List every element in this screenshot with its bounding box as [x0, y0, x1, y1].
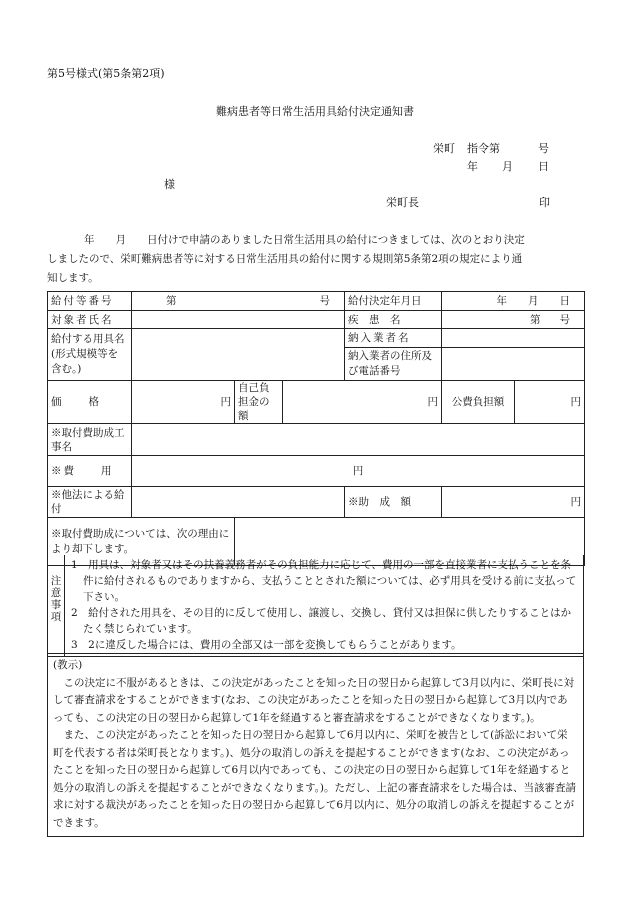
recipient-suffix: 様	[164, 178, 175, 191]
other-law-benefit-field	[132, 487, 345, 518]
date-month: 月	[502, 160, 513, 173]
grant-number-prefix: 第	[166, 295, 177, 307]
intro-line-3: 知します。	[47, 272, 99, 284]
device-name-field	[132, 329, 345, 381]
recipient-name-field	[132, 311, 345, 329]
intro-line-1: 年 月 日付けで申請のありました日常生活用具の給付につきましては、次のとおり決定	[84, 234, 525, 246]
label-disease: 疾 患 名	[345, 311, 442, 329]
label-self-payment: 自己負担金の額	[235, 381, 283, 424]
ref-office: 栄町	[433, 142, 455, 155]
note-item-1: 1 用具は、対象者又はその扶養義務者がその負担能力に応じて、費用の一部を直接業者に支払うことを条件に給付されるものでありますから、支払うこととされた額については、必ず用具を受ける前に支払って下さい。	[71, 559, 577, 603]
ref-number-prefix: 指令第	[467, 142, 500, 155]
date-year: 年	[467, 160, 478, 173]
label-rejection-reason: ※取付費助成については、次の理由により却下します。	[48, 518, 235, 566]
cost-yen: 円	[132, 456, 585, 487]
date-day: 日	[538, 160, 549, 173]
price-yen: 円	[132, 381, 235, 424]
vendor-name-field	[442, 329, 585, 348]
notes-side-label: 注意事項	[48, 555, 65, 656]
note-item-2: 2 給付された用具を、その目的に反して使用し、譲渡し、交換し、貸付又は担保に供したりすることはかたく禁じられています。	[71, 607, 572, 635]
instruction-paragraph-2: また、この決定があったことを知った日の翌日から起算して6月以内に、栄町を被告として(訴訟において栄町を代表する者は栄町長となります。)、処分の取消しの訴えを提起することができます(なお、この決定があったことを知った日の翌日から起算して6月以内であっても、この決定の日の翌日から起算して1年を経過すると処分の取消しの訴えを提起することができなくなります。)。ただし、上記の審査請求をした場合は、当該審査請求に対する裁決があったことを知った日の翌日から起算して6月以内に、処分の取消しの訴えを提起することができます。	[53, 729, 577, 829]
disease-number-suffix: 号	[559, 313, 571, 326]
seal-mark: 印	[539, 196, 550, 209]
issuer: 栄町長	[386, 196, 419, 209]
ref-number-suffix: 号	[538, 142, 549, 155]
instruction-paragraph-1: この決定に不服があるときは、この決定があったことを知った日の翌日から起算して3月以内に、栄町長に対して審査請求をすることができます(なお、この決定があったことを知った日の翌日から起算して3月以内であっても、この決定の日の翌日から起算して1年を経過すると審査請求をすることができなくなります。)。	[53, 676, 575, 724]
notes-section	[47, 555, 584, 657]
disease-number-prefix: 第	[530, 313, 541, 326]
label-recipient-name: 対象者氏名	[48, 311, 132, 329]
label-public-payment: 公費負担額	[442, 381, 515, 424]
installation-work-field	[132, 424, 585, 456]
label-installation-work: ※取付費助成工事名	[48, 424, 132, 456]
label-price: 価 格	[48, 381, 132, 424]
label-vendor-name: 納入業者名	[345, 329, 442, 348]
subsidy-amount-yen: 円	[442, 487, 585, 518]
label-subsidy-amount: ※助 成 額	[345, 487, 442, 518]
label-grant-number: 給付等番号	[48, 292, 132, 311]
label-cost: ※費 用	[48, 456, 132, 487]
intro-line-2: しましたので、栄町難病患者等に対する日常生活用具の給付に関する規則第5条第2項の規定により通	[47, 253, 523, 265]
disease-number-field	[442, 311, 585, 329]
decision-date-value: 年 月 日	[442, 292, 585, 311]
document-title: 難病患者等日常生活用具給付決定通知書	[216, 105, 414, 118]
label-other-law-benefit: ※他法による給付	[48, 487, 132, 518]
notes-body	[65, 555, 583, 656]
self-payment-yen: 円	[283, 381, 442, 424]
instruction-box	[47, 653, 584, 837]
vendor-address-field	[442, 348, 585, 381]
grant-number-suffix: 号	[319, 295, 331, 307]
public-payment-yen: 円	[515, 381, 585, 424]
label-decision-date: 給付決定年月日	[345, 292, 442, 311]
grant-number-field	[132, 292, 345, 311]
instruction-heading: (教示)	[53, 659, 83, 671]
decision-table	[47, 291, 585, 566]
label-device-name: 給付する用具名(形式規模等を含む。)	[48, 329, 132, 381]
note-item-3: 3 2に違反した場合には、費用の全部又は一部を変換してもらうことがあります。	[71, 639, 462, 651]
label-vendor-address: 納入業者の住所及び電話番号	[345, 348, 442, 381]
form-number: 第5号様式(第5条第2項)	[47, 67, 165, 80]
